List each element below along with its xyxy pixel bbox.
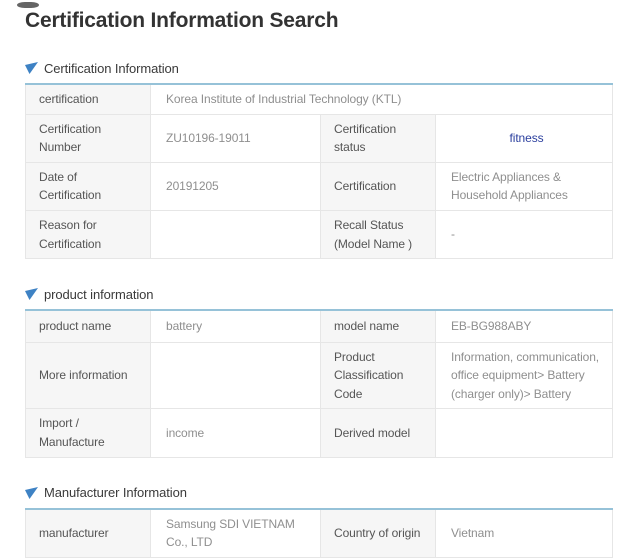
- label-more-information: More information: [26, 342, 151, 409]
- section-title: product information: [44, 286, 154, 302]
- table-row: [26, 342, 613, 409]
- value-certification-number: ZU10196-19011: [151, 114, 321, 162]
- certification-info-table: [25, 83, 613, 259]
- value-import-manufacture: income: [151, 409, 321, 457]
- value-derived-model: [436, 409, 613, 457]
- manufacturer-info-table: [25, 508, 613, 558]
- label-product-name: product name: [26, 310, 151, 342]
- section-certification-information: [25, 61, 640, 259]
- table-row: [26, 210, 613, 258]
- value-recall-status: -: [436, 210, 613, 258]
- value-certification-agency: Korea Institute of Industrial Technology (KTL): [151, 84, 613, 114]
- value-product-name: battery: [151, 310, 321, 342]
- label-import-manufacture: Import / Manufacture: [26, 409, 151, 457]
- section-title: Manufacturer Information: [44, 485, 187, 501]
- value-certification-reason: [151, 210, 321, 258]
- label-certification-agency: certification: [26, 84, 151, 114]
- section-flag-icon: [25, 288, 38, 300]
- label-product-classification-code: Product Classification Code: [321, 342, 436, 409]
- product-info-table: [25, 309, 613, 457]
- table-row: [26, 114, 613, 162]
- value-certification-date: 20191205: [151, 162, 321, 210]
- value-manufacturer: Samsung SDI VIETNAM Co., LTD: [151, 509, 321, 558]
- section-product-information: [25, 287, 640, 457]
- label-certification-date: Date of Certification: [26, 162, 151, 210]
- label-certification-category: Certification: [321, 162, 436, 210]
- table-row: [26, 409, 613, 457]
- value-country-of-origin: Vietnam: [436, 509, 613, 558]
- table-row: [26, 509, 613, 558]
- section-title: Certification Information: [44, 60, 179, 76]
- value-certification-status: [436, 114, 613, 162]
- section-flag-icon: [25, 62, 38, 74]
- section-header: [25, 61, 640, 75]
- label-recall-status: Recall Status (Model Name ): [321, 210, 436, 258]
- table-row: [26, 162, 613, 210]
- section-header: [25, 486, 640, 500]
- label-certification-number: Certification Number: [26, 114, 151, 162]
- label-country-of-origin: Country of origin: [321, 509, 436, 558]
- value-certification-category: Electric Appliances & Household Appliances: [436, 162, 613, 210]
- table-row: [26, 84, 613, 114]
- value-more-information: [151, 342, 321, 409]
- table-row: [26, 310, 613, 342]
- label-certification-reason: Reason for Certification: [26, 210, 151, 258]
- value-model-name: EB-BG988ABY: [436, 310, 613, 342]
- page-title: Certification Information Search: [25, 9, 339, 32]
- section-flag-icon: [25, 487, 38, 499]
- section-manufacturer-information: [25, 486, 640, 558]
- section-header: [25, 287, 640, 301]
- certification-status-link[interactable]: fitness: [509, 130, 544, 145]
- label-manufacturer: manufacturer: [26, 509, 151, 558]
- label-derived-model: Derived model: [321, 409, 436, 457]
- screenshot-artifact: [17, 2, 39, 8]
- value-product-classification-code: Information, communication, office equipment> Battery (charger only)> Battery: [436, 342, 613, 409]
- label-certification-status: Certification status: [321, 114, 436, 162]
- label-model-name: model name: [321, 310, 436, 342]
